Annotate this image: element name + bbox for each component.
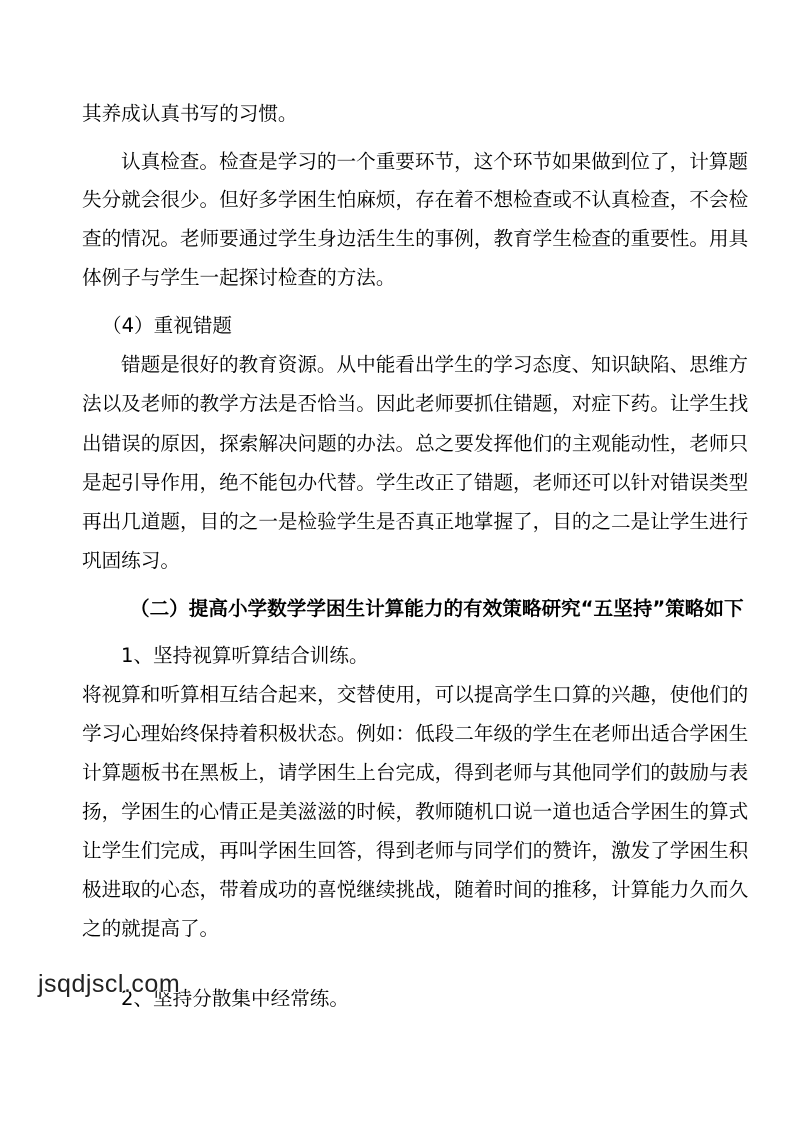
paragraph-line: 巩固练习。 bbox=[82, 549, 180, 572]
paragraph-line: 计算题板书在黑板上，请学困生上台完成，得到老师与其他同学们的鼓励与表 bbox=[82, 761, 749, 784]
paragraph-line: 其养成认真书写的习惯。 bbox=[82, 102, 298, 125]
paragraph-line: 体例子与学生一起探讨检查的方法。 bbox=[82, 266, 396, 289]
paragraph-line: 是起引导作用，绝不能包办代替。学生改正了错题，老师还可以针对错误类型 bbox=[82, 471, 749, 494]
paragraph-line: 学习心理始终保持着积极状态。例如：低段二年级的学生在老师出适合学困生 bbox=[82, 722, 749, 745]
section-subheading: （4）重视错题 bbox=[102, 314, 233, 337]
watermark: jsqdjscl.com bbox=[38, 970, 181, 998]
paragraph-line: 让学生们完成，再叫学困生回答，得到老师与同学们的赞许，激发了学困生积 bbox=[82, 839, 749, 862]
paragraph-line: 极进取的心态，带着成功的喜悦继续挑战，随着时间的推移，计算能力久而久 bbox=[82, 878, 749, 901]
paragraph-line: 扬，学困生的心情正是美滋滋的时候，教师随机口说一道也适合学困生的算式 bbox=[82, 800, 749, 823]
paragraph-line: 之的就提高了。 bbox=[82, 917, 220, 940]
section-heading: （二）提高小学数学学困生计算能力的有效策略研究“五坚持”策略如下 bbox=[130, 597, 744, 620]
paragraph-line: 失分就会很少。但好多学困生怕麻烦，存在着不想检查或不认真检查，不会检 bbox=[82, 188, 749, 211]
paragraph-line: 再出几道题，目的之一是检验学生是否真正地掌握了，目的之二是让学生进行 bbox=[82, 510, 749, 533]
paragraph-line: 认真检查。检查是学习的一个重要环节，这个环节如果做到位了，计算题 bbox=[121, 150, 748, 173]
paragraph-line: 查的情况。老师要通过学生身边活生生的事例，教育学生检查的重要性。用具 bbox=[82, 227, 749, 250]
paragraph-line: 将视算和听算相互结合起来，交替使用，可以提高学生口算的兴趣，使他们的 bbox=[82, 683, 749, 706]
paragraph-line: 错题是很好的教育资源。从中能看出学生的学习态度、知识缺陷、思维方 bbox=[121, 353, 748, 376]
paragraph-line: 出错误的原因，探索解决问题的办法。总之要发挥他们的主观能动性，老师只 bbox=[82, 432, 749, 455]
list-item-heading: 1、坚持视算听算结合训练。 bbox=[121, 644, 369, 667]
list-item-heading: 2、坚持分散集中经常练。 bbox=[121, 987, 349, 1010]
paragraph-line: 法以及老师的教学方法是否恰当。因此老师要抓住错题，对症下药。让学生找 bbox=[82, 392, 749, 415]
